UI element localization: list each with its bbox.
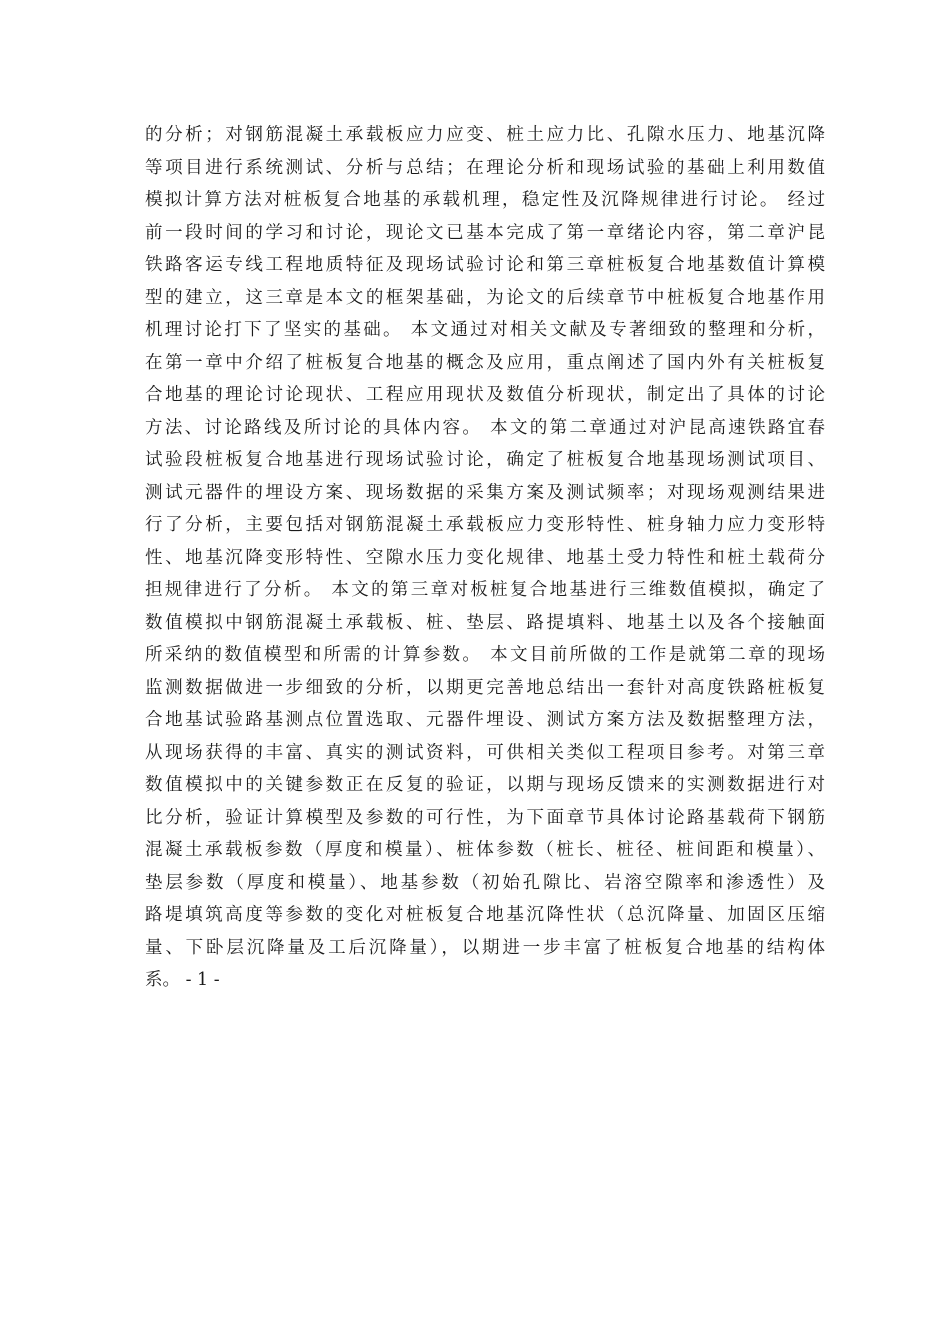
text-line: 铁路客运专线工程地质特征及现场试验讨论和第三章桩板复合地基数值计算模 <box>145 255 825 275</box>
text-line: 合地基的理论讨论现状、工程应用现状及数值分析现状，制定出了具体的讨论 <box>145 385 825 405</box>
text-line: 从现场获得的丰富、真实的测试资料，可供相关类似工程项目参考。对第三章 <box>145 742 825 763</box>
text-line: 性、地基沉降变形特性、空隙水压力变化规律、地基土受力特性和桩土载荷分 <box>145 547 825 568</box>
text-line: 担规律进行了分析。 本文的第三章对板桩复合地基进行三维数值模拟，确定了 <box>145 580 825 600</box>
text-line: 在第一章中介绍了桩板复合地基的概念及应用，重点阐述了国内外有关桩板复 <box>145 352 825 373</box>
body-paragraph <box>145 119 825 997</box>
text-line: 垫层参数（厚度和模量）、地基参数（初始孔隙比、岩溶空隙率和渗透性）及 <box>145 872 825 893</box>
text-line: 试验段桩板复合地基进行现场试验讨论，确定了桩板复合地基现场测试项目、 <box>145 450 825 470</box>
text-line: 等项目进行系统测试、分析与总结；在理论分析和现场试验的基础上利用数值 <box>145 157 825 178</box>
text-line: 监测数据做进一步细致的分析，以期更完善地总结出一套针对高度铁路桩板复 <box>145 677 825 698</box>
text-line: 量、下卧层沉降量及工后沉降量），以期进一步丰富了桩板复合地基的结构体 <box>145 937 825 958</box>
text-line: 比分析，验证计算模型及参数的可行性，为下面章节具体讨论路基载荷下钢筋 <box>145 807 825 828</box>
text-line: 路堤填筑高度等参数的变化对桩板复合地基沉降性状（总沉降量、加固区压缩 <box>145 905 825 925</box>
text-line-last-with-page-number: 系。 - 1 - <box>145 970 220 990</box>
text-line: 的分析；对钢筋混凝土承载板应力应变、桩土应力比、孔隙水压力、地基沉降 <box>145 125 825 145</box>
text-line: 合地基试验路基测点位置选取、元器件埋设、测试方案方法及数据整理方法， <box>145 710 825 730</box>
text-line: 机理讨论打下了坚实的基础。 本文通过对相关文献及专著细致的整理和分析， <box>145 320 825 340</box>
text-line: 测试元器件的埋设方案、现场数据的采集方案及测试频率；对现场观测结果进 <box>145 482 825 503</box>
text-line: 行了分析，主要包括对钢筋混凝土承载板应力变形特性、桩身轴力应力变形特 <box>145 515 825 535</box>
text-line: 混凝土承载板参数（厚度和模量）、桩体参数（桩长、桩径、桩间距和模量）、 <box>145 840 825 860</box>
text-line: 模拟计算方法对桩板复合地基的承载机理，稳定性及沉降规律进行讨论。 经过 <box>145 190 825 210</box>
text-line: 所采纳的数值模型和所需的计算参数。 本文目前所做的工作是就第二章的现场 <box>145 645 825 665</box>
text-line: 数值模拟中的关键参数正在反复的验证，以期与现场反馈来的实测数据进行对 <box>145 775 825 795</box>
text-line: 方法、讨论路线及所讨论的具体内容。 本文的第二章通过对沪昆高速铁路宜春 <box>145 417 825 438</box>
text-line: 数值模拟中钢筋混凝土承载板、桩、垫层、路提填料、地基土以及各个接触面 <box>145 612 825 633</box>
text-line: 前一段时间的学习和讨论，现论文已基本完成了第一章绪论内容，第二章沪昆 <box>145 222 825 243</box>
text-line: 型的建立，这三章是本文的框架基础，为论文的后续章节中桩板复合地基作用 <box>145 287 825 308</box>
